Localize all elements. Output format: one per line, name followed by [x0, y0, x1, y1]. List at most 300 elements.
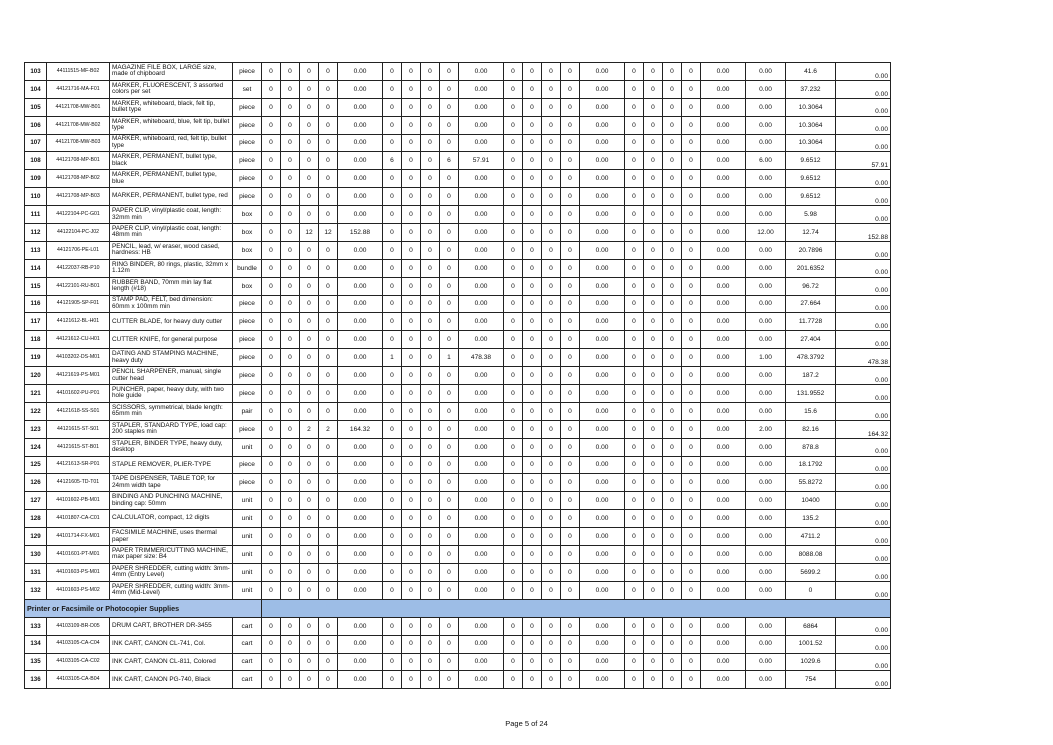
- value-cell: 1: [383, 349, 402, 367]
- value-cell: 0.00: [701, 546, 746, 564]
- value-cell: 0: [644, 528, 663, 546]
- item-code-cell: 44121615-ST-S01: [47, 420, 110, 438]
- value-cell: 0.00: [746, 313, 786, 331]
- table-row: [25, 617, 891, 635]
- value-cell: 0: [402, 331, 421, 349]
- table-row: [25, 546, 891, 564]
- value-cell: 0: [402, 98, 421, 116]
- item-code-cell: 44121708-MW-B02: [47, 116, 110, 134]
- value-cell: 0.00: [701, 259, 746, 277]
- value-cell: 0.00: [701, 581, 746, 599]
- value-cell: 0: [663, 206, 682, 224]
- value-cell: 0: [440, 313, 459, 331]
- value-cell: 0: [383, 241, 402, 259]
- value-cell: 0: [523, 63, 542, 81]
- value-cell: 0.00: [338, 116, 383, 134]
- value-cell: 0.00: [836, 456, 891, 474]
- table-row: [25, 581, 891, 599]
- value-cell: 0: [421, 385, 440, 403]
- value-cell: 0.00: [701, 385, 746, 403]
- table-row: [25, 492, 891, 510]
- value-cell: 0: [300, 170, 319, 188]
- value-cell: 0: [440, 617, 459, 635]
- value-cell: 0: [262, 653, 281, 671]
- value-cell: 0: [440, 653, 459, 671]
- value-cell: 0: [440, 385, 459, 403]
- value-cell: 0: [300, 295, 319, 313]
- value-cell: 0.00: [459, 331, 504, 349]
- value-cell: 0: [644, 671, 663, 689]
- value-cell: 0.00: [836, 671, 891, 689]
- value-cell: 0: [300, 635, 319, 653]
- value-cell: 152.88: [338, 224, 383, 242]
- table-body-printer-supplies: [25, 617, 891, 689]
- item-description-cell: MARKER, whiteboard, blue, felt tip, bullet type: [110, 116, 233, 134]
- value-cell: 0: [421, 241, 440, 259]
- value-cell: 0: [542, 134, 561, 152]
- value-cell: 0: [625, 313, 644, 331]
- value-cell: 0: [663, 241, 682, 259]
- value-cell: 0: [504, 581, 523, 599]
- value-cell: 0: [682, 188, 701, 206]
- value-cell: 0.00: [746, 241, 786, 259]
- value-cell: 0: [523, 224, 542, 242]
- value-cell: 0: [319, 385, 338, 403]
- unit-cell: piece: [233, 170, 262, 188]
- value-cell: 0: [504, 313, 523, 331]
- value-cell: 0: [421, 331, 440, 349]
- value-cell: 0.00: [338, 170, 383, 188]
- value-cell: 0.00: [580, 80, 625, 98]
- table-row: [25, 349, 891, 367]
- item-number-cell: 110: [25, 188, 47, 206]
- value-cell: 0.00: [836, 241, 891, 259]
- value-cell: 0.00: [746, 474, 786, 492]
- value-cell: 0: [542, 80, 561, 98]
- value-cell: 0: [421, 617, 440, 635]
- value-cell: 0: [663, 671, 682, 689]
- value-cell: 0: [504, 224, 523, 242]
- value-cell: 0: [262, 188, 281, 206]
- unit-cell: piece: [233, 134, 262, 152]
- item-code-cell: 44121613-SR-P01: [47, 456, 110, 474]
- value-cell: 0.00: [836, 385, 891, 403]
- value-cell: 0: [625, 277, 644, 295]
- value-cell: 0: [319, 98, 338, 116]
- table-row: [25, 510, 891, 528]
- item-number-cell: 132: [25, 581, 47, 599]
- value-cell: 135.2: [786, 510, 836, 528]
- value-cell: 0: [663, 474, 682, 492]
- value-cell: 6864: [786, 617, 836, 635]
- item-code-cell: 44122104-PC-G01: [47, 206, 110, 224]
- value-cell: 0: [504, 277, 523, 295]
- value-cell: 0: [663, 116, 682, 134]
- value-cell: 0: [625, 581, 644, 599]
- value-cell: 1001.52: [786, 635, 836, 653]
- value-cell: 0: [663, 546, 682, 564]
- value-cell: 0: [262, 295, 281, 313]
- value-cell: 0.00: [580, 63, 625, 81]
- value-cell: 96.72: [786, 277, 836, 295]
- value-cell: 0: [625, 349, 644, 367]
- value-cell: 0.00: [580, 331, 625, 349]
- value-cell: 0.00: [701, 528, 746, 546]
- value-cell: 0: [421, 63, 440, 81]
- value-cell: 0.00: [836, 313, 891, 331]
- value-cell: 0: [523, 617, 542, 635]
- value-cell: 0: [523, 295, 542, 313]
- value-cell: 0: [319, 277, 338, 295]
- value-cell: 0: [281, 98, 300, 116]
- value-cell: 0: [383, 224, 402, 242]
- table-row: [25, 295, 891, 313]
- value-cell: 10.3064: [786, 116, 836, 134]
- value-cell: 0: [383, 331, 402, 349]
- value-cell: 0: [300, 438, 319, 456]
- value-cell: 8088.08: [786, 546, 836, 564]
- value-cell: 0.00: [746, 80, 786, 98]
- value-cell: 0.00: [459, 474, 504, 492]
- value-cell: 0.00: [338, 617, 383, 635]
- item-number-cell: 103: [25, 63, 47, 81]
- value-cell: 0.00: [701, 367, 746, 385]
- value-cell: 0: [644, 563, 663, 581]
- value-cell: 0: [281, 206, 300, 224]
- value-cell: 0: [542, 259, 561, 277]
- value-cell: 0: [663, 510, 682, 528]
- value-cell: 131.9552: [786, 385, 836, 403]
- value-cell: 0: [542, 492, 561, 510]
- value-cell: 0.00: [701, 653, 746, 671]
- value-cell: 0.00: [836, 295, 891, 313]
- value-cell: 0: [402, 653, 421, 671]
- value-cell: 0: [561, 563, 580, 581]
- value-cell: 0: [440, 456, 459, 474]
- value-cell: 0.00: [580, 170, 625, 188]
- value-cell: 0: [440, 563, 459, 581]
- value-cell: 0: [262, 492, 281, 510]
- value-cell: 187.2: [786, 367, 836, 385]
- value-cell: 0.00: [580, 277, 625, 295]
- value-cell: 0: [319, 581, 338, 599]
- item-description-cell: MARKER, whiteboard, black, felt tip, bullet type: [110, 98, 233, 116]
- value-cell: 0.00: [701, 224, 746, 242]
- value-cell: 0: [504, 402, 523, 420]
- value-cell: 0: [383, 277, 402, 295]
- value-cell: 0.00: [746, 63, 786, 81]
- value-cell: 0: [421, 367, 440, 385]
- value-cell: 0: [383, 134, 402, 152]
- table-row: [25, 80, 891, 98]
- value-cell: 0: [440, 259, 459, 277]
- value-cell: 0: [644, 80, 663, 98]
- value-cell: 0: [523, 170, 542, 188]
- value-cell: 0.00: [338, 331, 383, 349]
- value-cell: 0: [262, 474, 281, 492]
- value-cell: 0: [561, 635, 580, 653]
- value-cell: 0: [644, 116, 663, 134]
- value-cell: 0.00: [701, 456, 746, 474]
- value-cell: 0: [383, 528, 402, 546]
- value-cell: 0.00: [836, 63, 891, 81]
- value-cell: 0: [319, 563, 338, 581]
- unit-cell: cart: [233, 653, 262, 671]
- unit-cell: unit: [233, 492, 262, 510]
- value-cell: 0: [625, 331, 644, 349]
- value-cell: 0: [262, 98, 281, 116]
- value-cell: 0: [561, 98, 580, 116]
- value-cell: 0: [663, 385, 682, 403]
- value-cell: 0: [402, 671, 421, 689]
- value-cell: 0.00: [459, 456, 504, 474]
- value-cell: 0: [542, 581, 561, 599]
- value-cell: 0.00: [580, 98, 625, 116]
- value-cell: 0: [300, 152, 319, 170]
- value-cell: 0: [663, 563, 682, 581]
- value-cell: 0.00: [459, 653, 504, 671]
- value-cell: 0: [300, 313, 319, 331]
- value-cell: 0: [383, 367, 402, 385]
- value-cell: 0: [440, 510, 459, 528]
- value-cell: 0.00: [459, 188, 504, 206]
- value-cell: 0: [281, 581, 300, 599]
- value-cell: 0: [523, 206, 542, 224]
- value-cell: 0: [682, 241, 701, 259]
- value-cell: 0: [682, 98, 701, 116]
- value-cell: 0: [262, 671, 281, 689]
- value-cell: 0: [421, 98, 440, 116]
- value-cell: 0.00: [459, 295, 504, 313]
- item-number-cell: 116: [25, 295, 47, 313]
- value-cell: 0.00: [836, 116, 891, 134]
- value-cell: 0: [421, 224, 440, 242]
- item-description-cell: STAPLE REMOVER, PLIER-TYPE: [110, 456, 233, 474]
- value-cell: 0: [383, 563, 402, 581]
- value-cell: 0: [402, 313, 421, 331]
- value-cell: 0: [682, 653, 701, 671]
- value-cell: 6: [383, 152, 402, 170]
- value-cell: 0: [625, 188, 644, 206]
- item-description-cell: FACSIMILE MACHINE, uses thermal paper: [110, 528, 233, 546]
- item-description-cell: PAPER SHREDDER, cutting width: 3mm-4mm (Entry Level): [110, 563, 233, 581]
- value-cell: 0: [682, 367, 701, 385]
- value-cell: 0: [300, 402, 319, 420]
- item-description-cell: INK CART, CANON CL-741, Col.: [110, 635, 233, 653]
- value-cell: 0: [281, 63, 300, 81]
- value-cell: 0.00: [746, 206, 786, 224]
- value-cell: 0: [561, 63, 580, 81]
- item-number-cell: 131: [25, 563, 47, 581]
- value-cell: 0: [542, 331, 561, 349]
- value-cell: 0.00: [338, 492, 383, 510]
- value-cell: 12.00: [746, 224, 786, 242]
- value-cell: 0: [319, 367, 338, 385]
- value-cell: 57.91: [459, 152, 504, 170]
- table-row: [25, 367, 891, 385]
- value-cell: 0: [319, 241, 338, 259]
- value-cell: 0: [383, 420, 402, 438]
- value-cell: 0: [682, 295, 701, 313]
- value-cell: 0: [300, 581, 319, 599]
- value-cell: 0.00: [580, 653, 625, 671]
- value-cell: 0: [504, 510, 523, 528]
- value-cell: 0.00: [746, 116, 786, 134]
- value-cell: 0: [402, 206, 421, 224]
- value-cell: 0.00: [338, 206, 383, 224]
- value-cell: 0: [523, 241, 542, 259]
- value-cell: 0: [625, 134, 644, 152]
- item-code-cell: 44121905-SP-F01: [47, 295, 110, 313]
- value-cell: 0: [625, 152, 644, 170]
- table-row: [25, 241, 891, 259]
- value-cell: 0.00: [836, 635, 891, 653]
- value-cell: 0.00: [746, 385, 786, 403]
- value-cell: 0.00: [459, 63, 504, 81]
- value-cell: 0: [383, 474, 402, 492]
- value-cell: 0: [625, 635, 644, 653]
- value-cell: 0: [440, 420, 459, 438]
- unit-cell: piece: [233, 456, 262, 474]
- item-code-cell: 44121716-MA-F01: [47, 80, 110, 98]
- value-cell: 0.00: [701, 206, 746, 224]
- value-cell: 0.00: [459, 671, 504, 689]
- value-cell: 0: [644, 188, 663, 206]
- value-cell: 0: [625, 259, 644, 277]
- value-cell: 0.00: [338, 80, 383, 98]
- value-cell: 0: [561, 295, 580, 313]
- value-cell: 0: [440, 241, 459, 259]
- value-cell: 0.00: [338, 134, 383, 152]
- value-cell: 0: [440, 188, 459, 206]
- value-cell: 0.00: [701, 438, 746, 456]
- value-cell: 0: [281, 259, 300, 277]
- value-cell: 0: [281, 617, 300, 635]
- value-cell: 9.6512: [786, 170, 836, 188]
- value-cell: 0: [523, 492, 542, 510]
- value-cell: 0: [262, 581, 281, 599]
- value-cell: 0.00: [701, 170, 746, 188]
- value-cell: 0: [440, 474, 459, 492]
- value-cell: 0: [300, 349, 319, 367]
- value-cell: 1.00: [746, 349, 786, 367]
- value-cell: 10400: [786, 492, 836, 510]
- value-cell: 0: [319, 653, 338, 671]
- value-cell: 0: [383, 116, 402, 134]
- value-cell: 0: [440, 63, 459, 81]
- unit-cell: box: [233, 241, 262, 259]
- value-cell: 0: [663, 98, 682, 116]
- value-cell: 0: [561, 420, 580, 438]
- item-number-cell: 105: [25, 98, 47, 116]
- value-cell: 0: [504, 420, 523, 438]
- value-cell: 0: [663, 224, 682, 242]
- table-row: [25, 259, 891, 277]
- value-cell: 0: [402, 456, 421, 474]
- item-number-cell: 129: [25, 528, 47, 546]
- value-cell: 0: [523, 98, 542, 116]
- item-description-cell: CUTTER BLADE, for heavy duty cutter: [110, 313, 233, 331]
- value-cell: 0: [383, 492, 402, 510]
- value-cell: 0: [523, 510, 542, 528]
- value-cell: 0: [402, 349, 421, 367]
- value-cell: 0.00: [836, 367, 891, 385]
- value-cell: 0.00: [580, 563, 625, 581]
- value-cell: 0: [504, 116, 523, 134]
- page-footer: Page 5 of 24: [505, 719, 548, 728]
- value-cell: 0.00: [836, 259, 891, 277]
- value-cell: 0: [625, 206, 644, 224]
- value-cell: 0: [625, 402, 644, 420]
- value-cell: 0: [262, 134, 281, 152]
- unit-cell: unit: [233, 563, 262, 581]
- value-cell: 0: [421, 635, 440, 653]
- value-cell: 0: [319, 295, 338, 313]
- value-cell: 0.00: [580, 152, 625, 170]
- value-cell: 0.00: [459, 367, 504, 385]
- value-cell: 0.00: [459, 402, 504, 420]
- item-description-cell: DATING AND STAMPING MACHINE, heavy duty: [110, 349, 233, 367]
- table-row: [25, 456, 891, 474]
- item-number-cell: 107: [25, 134, 47, 152]
- value-cell: 0.00: [580, 241, 625, 259]
- value-cell: 0.00: [338, 152, 383, 170]
- section-title: Printer or Facsimile or Photocopier Supplies: [25, 599, 262, 617]
- value-cell: 0: [319, 349, 338, 367]
- value-cell: 0: [663, 277, 682, 295]
- item-description-cell: CALCULATOR, compact, 12 digits: [110, 510, 233, 528]
- value-cell: 0: [421, 80, 440, 98]
- unit-cell: pair: [233, 402, 262, 420]
- value-cell: 0.00: [746, 492, 786, 510]
- value-cell: 0: [402, 259, 421, 277]
- value-cell: 0: [300, 546, 319, 564]
- value-cell: 0: [262, 385, 281, 403]
- value-cell: 0: [319, 63, 338, 81]
- value-cell: 0.00: [580, 456, 625, 474]
- value-cell: 0: [663, 617, 682, 635]
- item-code-cell: 44103105-CA-B04: [47, 671, 110, 689]
- value-cell: 0: [281, 295, 300, 313]
- value-cell: 0: [682, 456, 701, 474]
- value-cell: 0: [421, 438, 440, 456]
- value-cell: 0: [523, 456, 542, 474]
- item-number-cell: 134: [25, 635, 47, 653]
- value-cell: 0.00: [746, 653, 786, 671]
- unit-cell: piece: [233, 349, 262, 367]
- item-description-cell: INK CART, CANON PG-740, Black: [110, 671, 233, 689]
- value-cell: 0.00: [338, 313, 383, 331]
- value-cell: 0: [300, 653, 319, 671]
- value-cell: 0.00: [701, 402, 746, 420]
- value-cell: 0: [542, 671, 561, 689]
- value-cell: 0: [625, 98, 644, 116]
- value-cell: 0: [383, 63, 402, 81]
- value-cell: 0: [402, 546, 421, 564]
- value-cell: 0: [440, 402, 459, 420]
- item-code-cell: 44111515-MF-B02: [47, 63, 110, 81]
- item-code-cell: 44101807-CA-C01: [47, 510, 110, 528]
- value-cell: 0: [383, 671, 402, 689]
- value-cell: 0.00: [338, 63, 383, 81]
- item-description-cell: PUNCHER, paper, heavy duty, with two hole guide: [110, 385, 233, 403]
- value-cell: 0.00: [701, 277, 746, 295]
- value-cell: 0: [523, 277, 542, 295]
- value-cell: 0: [625, 671, 644, 689]
- value-cell: 0: [504, 456, 523, 474]
- item-description-cell: PAPER CLIP, vinyl/plastic coat, length: 48mm min: [110, 224, 233, 242]
- table-row: [25, 385, 891, 403]
